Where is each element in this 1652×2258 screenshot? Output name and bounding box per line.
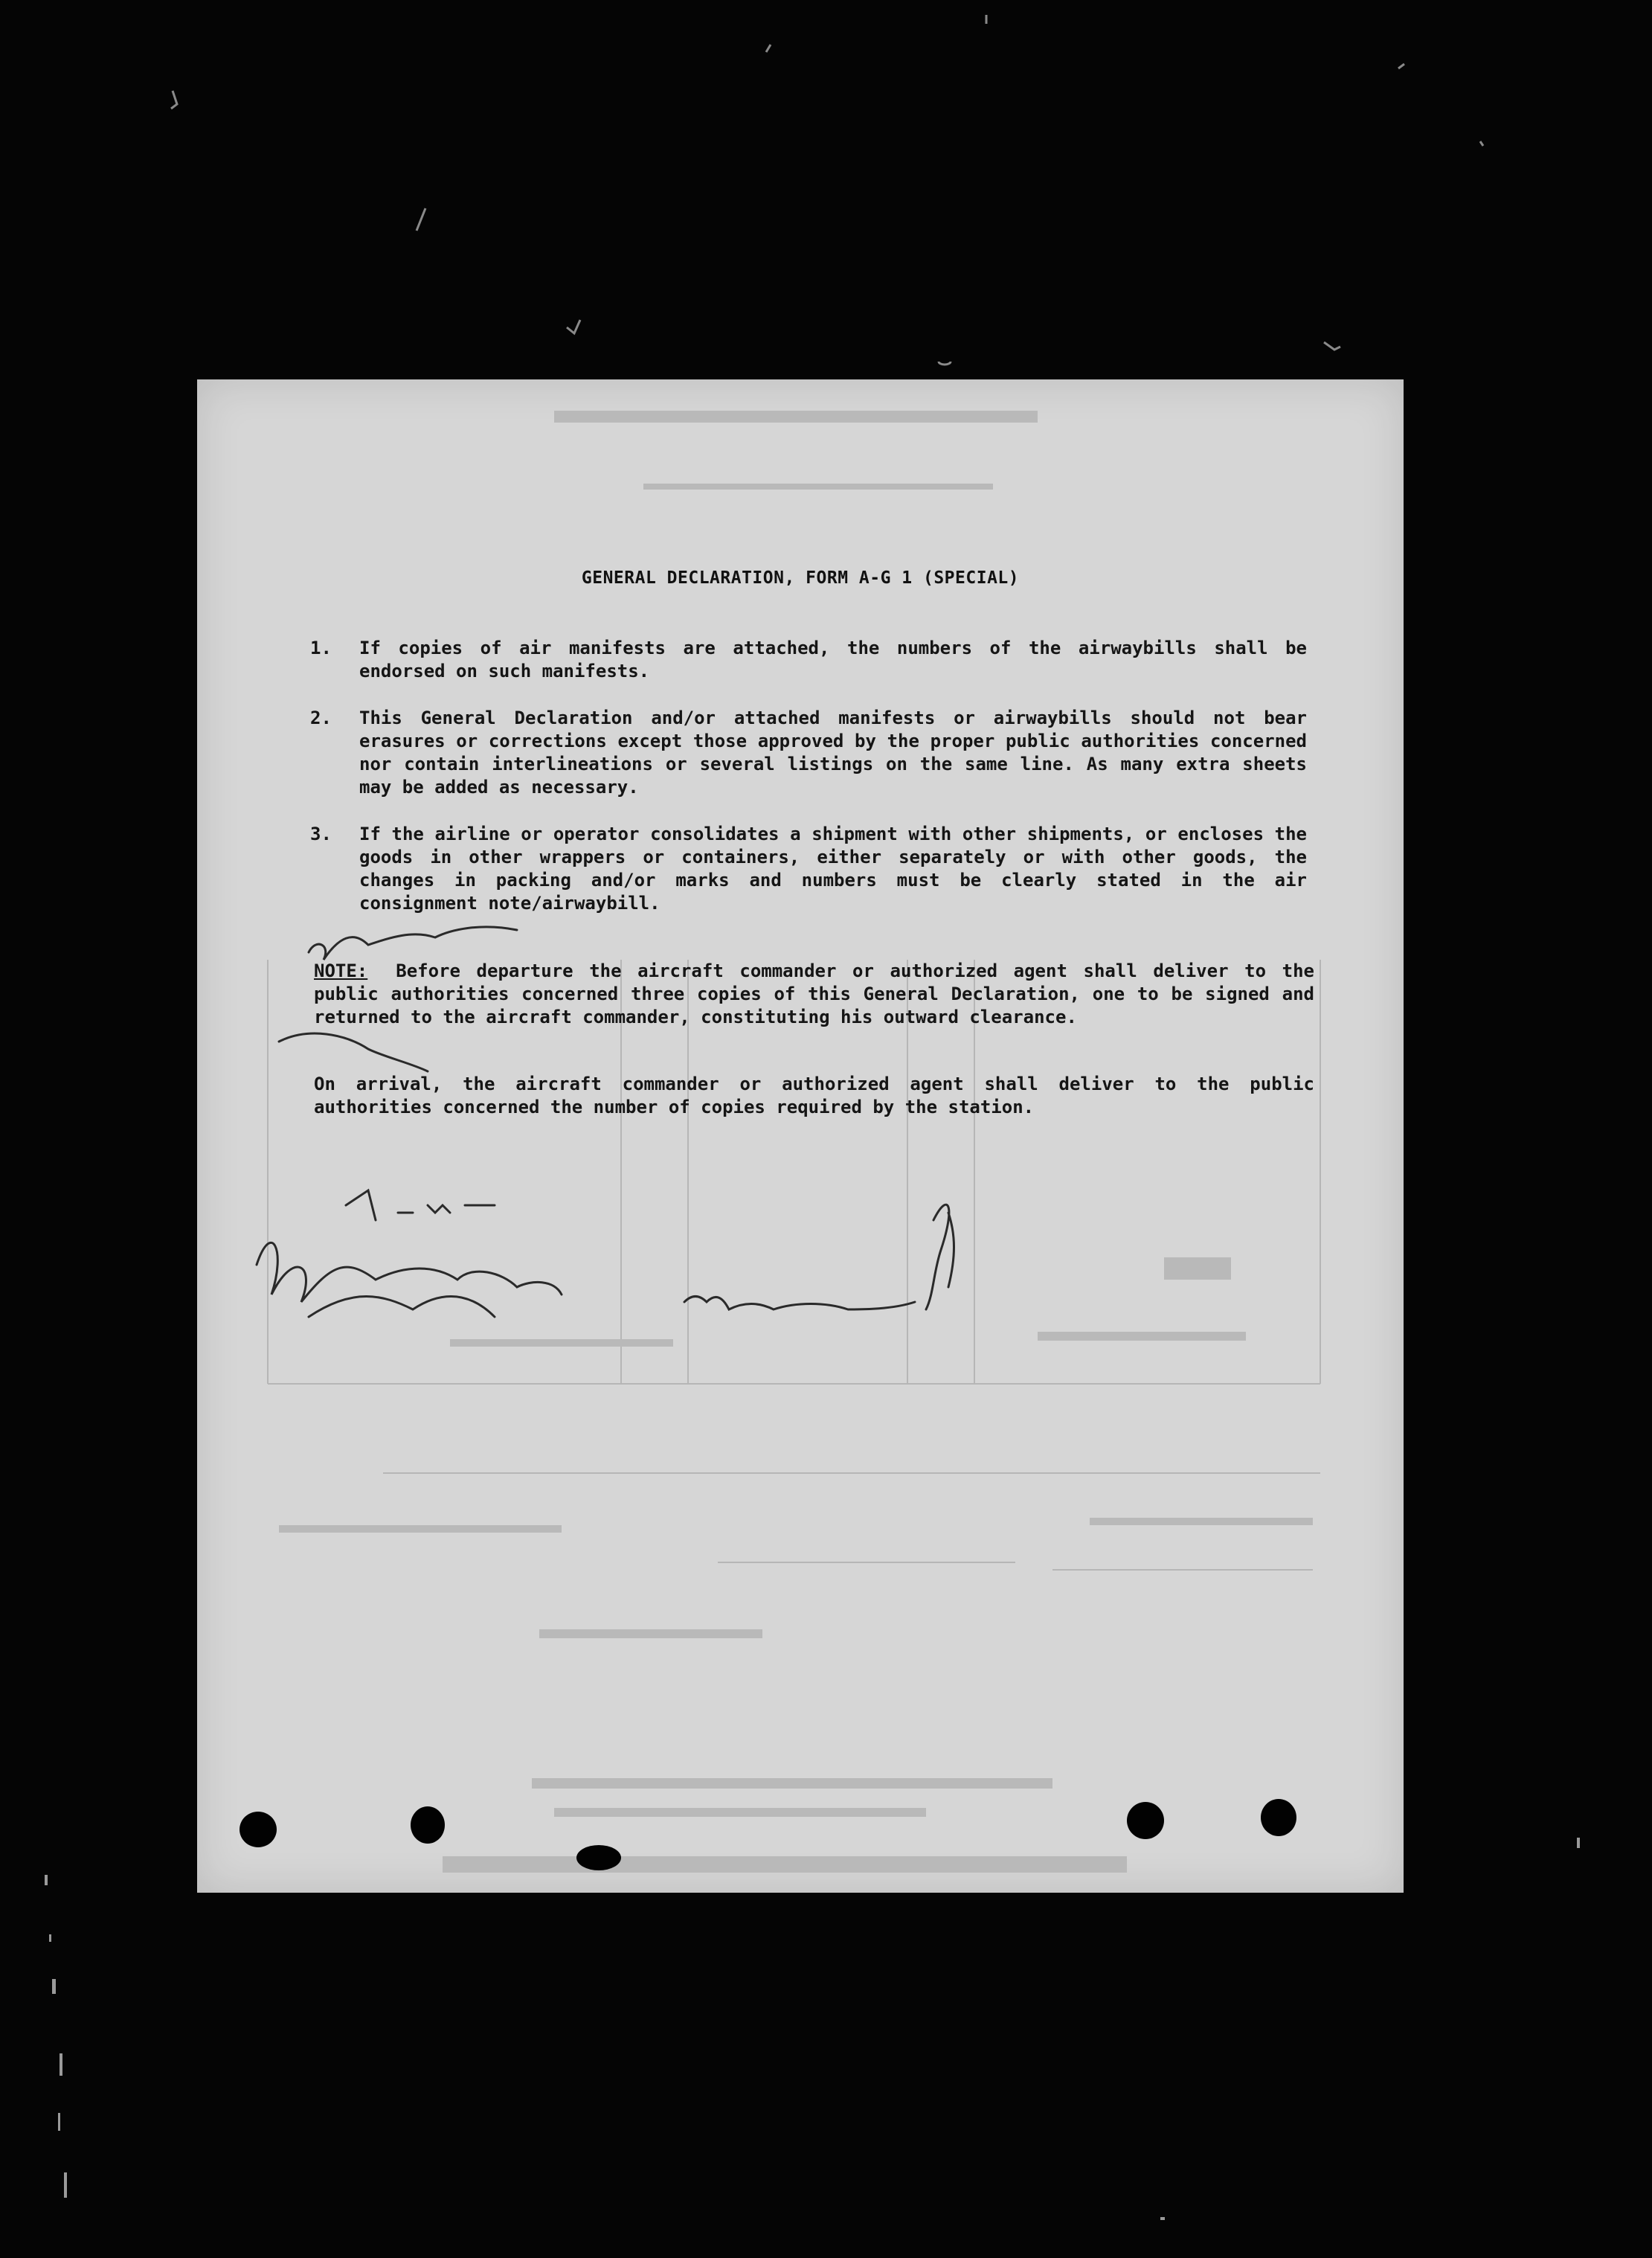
punch-hole bbox=[576, 1845, 621, 1870]
item-text: If copies of air manifests are attached, the numbers of the airwaybills shall be endorsed on such manifests. bbox=[359, 638, 1307, 681]
punch-hole bbox=[1127, 1802, 1164, 1839]
note-paragraph bbox=[314, 960, 1314, 1029]
item-number: 3. bbox=[310, 824, 332, 844]
punch-hole bbox=[240, 1812, 277, 1847]
note-text: Before departure the aircraft commander or authorized agent shall deliver to the public authorities concerned three copies of this General Declaration, one to be signed and returned to the aircraft commander, constituting his outward clearance. bbox=[314, 960, 1314, 1027]
punch-hole bbox=[1261, 1799, 1296, 1836]
punch-hole bbox=[411, 1806, 445, 1844]
bleed-through-ghost-form bbox=[197, 379, 1404, 1893]
declaration-sheet bbox=[197, 379, 1404, 1893]
arrival-paragraph: On arrival, the aircraft commander or authorized agent shall deliver to the public authorities concerned the number of copies required by the station. bbox=[314, 1074, 1314, 1117]
form-title: GENERAL DECLARATION, FORM A-G 1 (SPECIAL) bbox=[581, 568, 1020, 588]
note-label: NOTE: bbox=[314, 960, 368, 981]
item-text: This General Declaration and/or attached manifests or airwaybills should not bear erasures or corrections except those approved by the proper public authorities concerned nor contain interlineations or several listings on the same line. As many extra sheets may be added as necessary. bbox=[359, 708, 1307, 798]
item-number: 1. bbox=[310, 638, 332, 658]
item-number: 2. bbox=[310, 708, 332, 728]
item-text: If the airline or operator consolidates a shipment with other shipments, or encloses the goods in other wrappers or containers, either separately or with other goods, the changes in packing and/or marks and numbers must be clearly stated in the air consignment note/airwaybill. bbox=[359, 824, 1307, 914]
